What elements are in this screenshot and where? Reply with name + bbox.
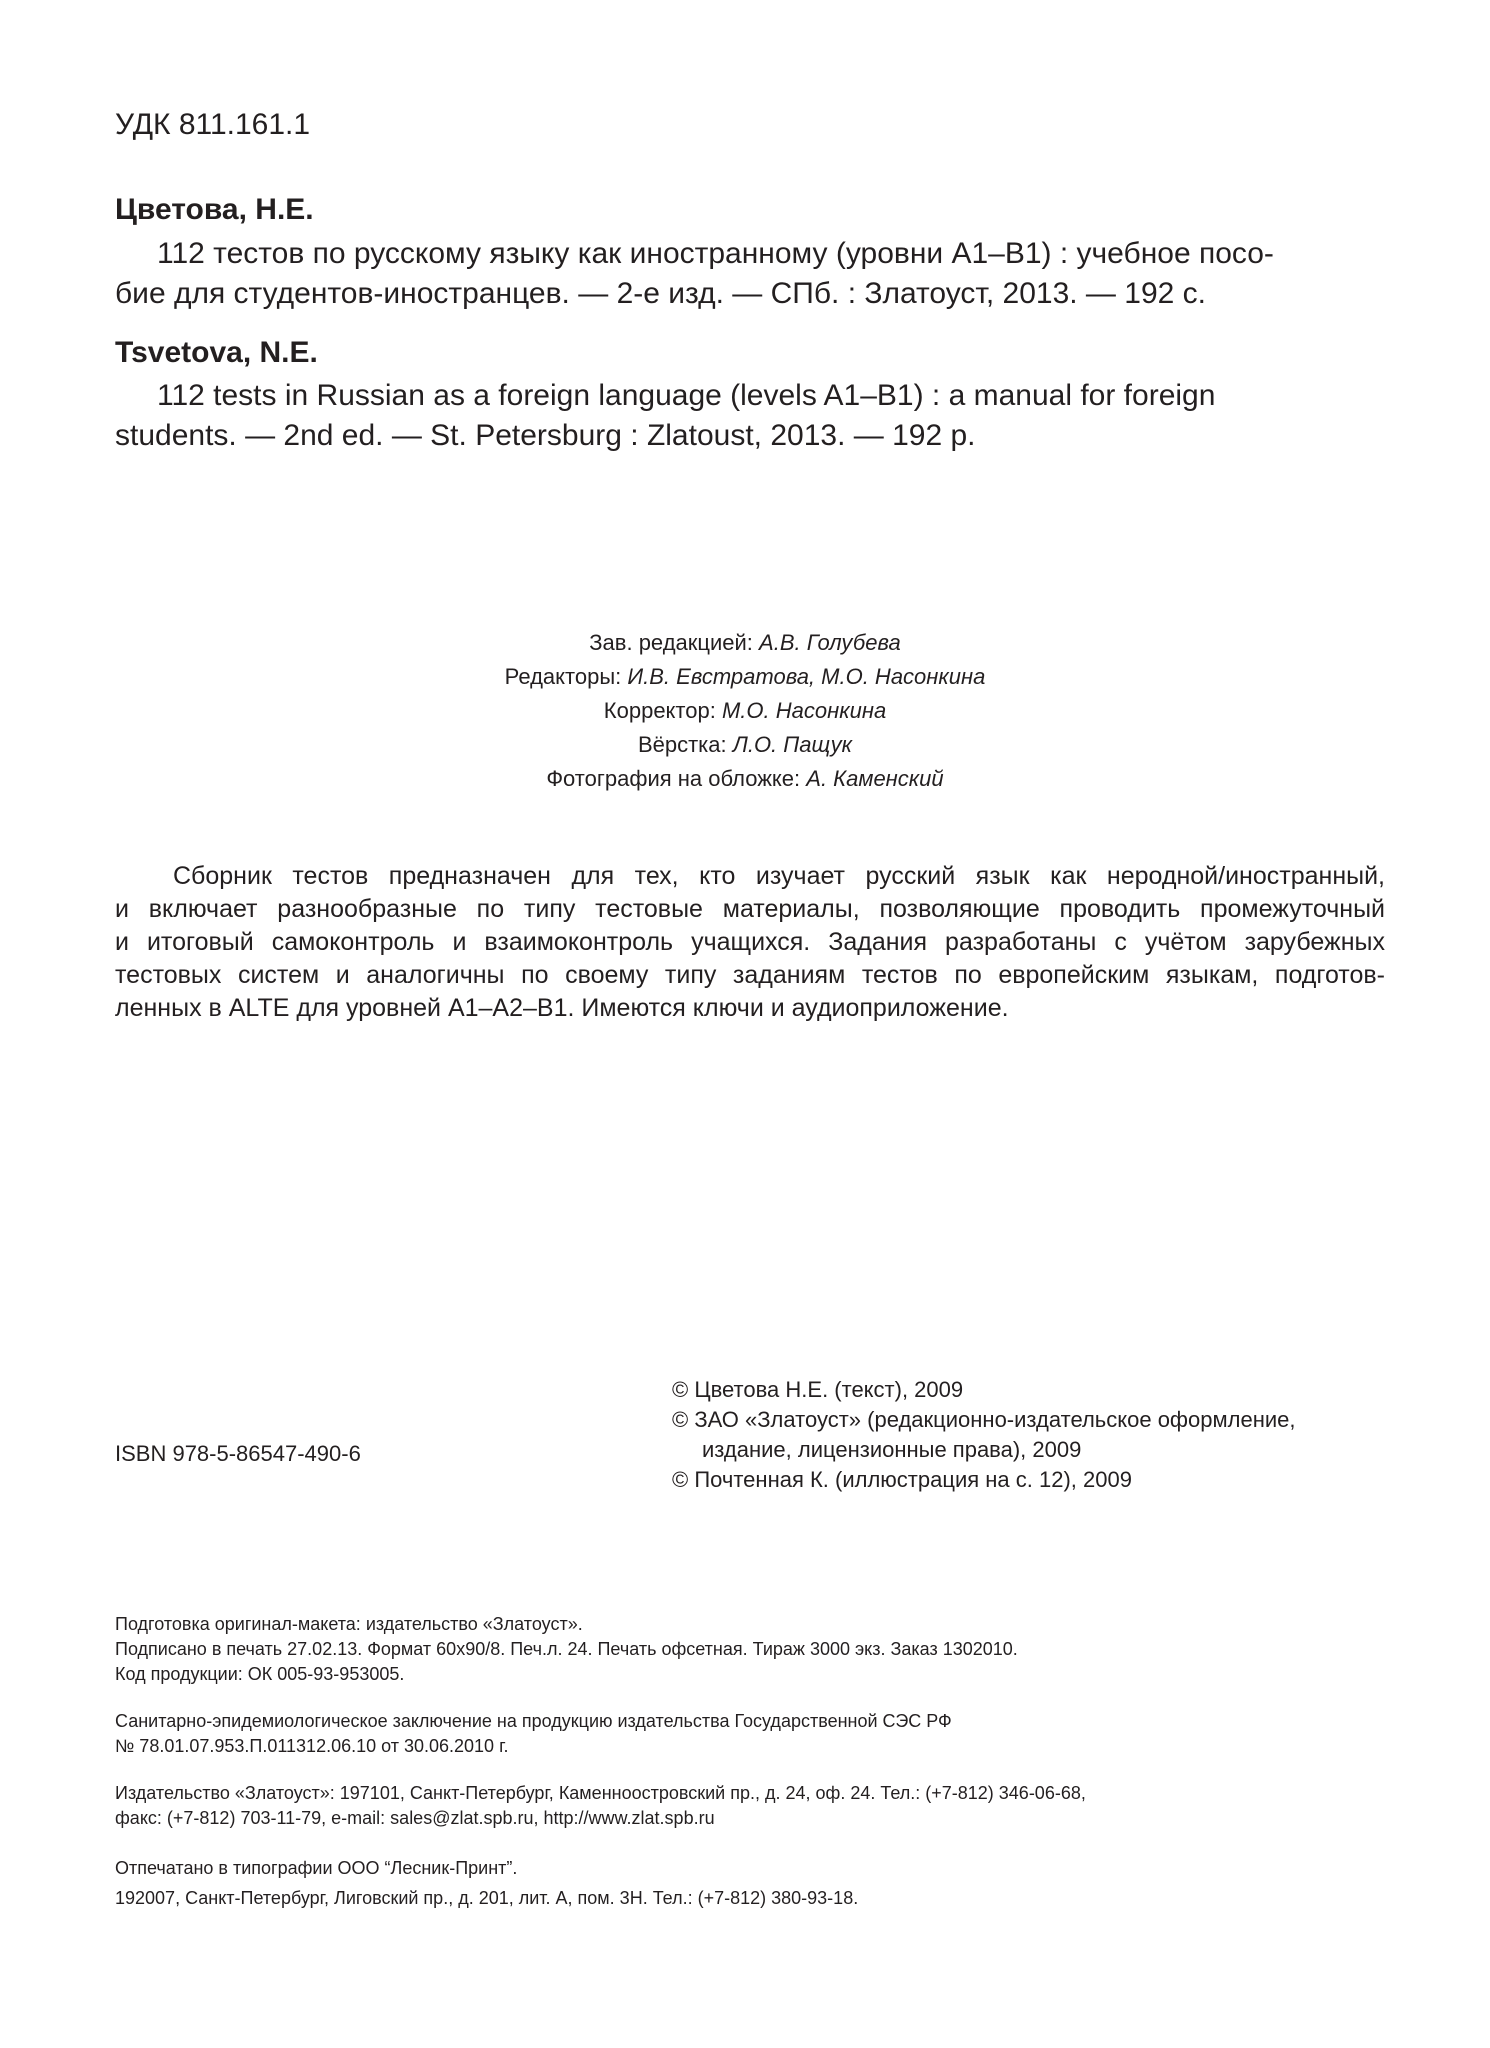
- copyright-line: издание, лицензионные права), 2009: [702, 1437, 1082, 1462]
- copyright-block: [672, 1375, 1296, 1495]
- imprint-preparation: [115, 1612, 1018, 1687]
- annotation-line: и итоговый самоконтроль и взаимоконтроль учащихся. Задания разработаны с учётом зарубежных: [115, 928, 1385, 956]
- credit-line: [0, 626, 1490, 660]
- credit-line: [0, 762, 1490, 796]
- author-en: Tsvetova, N.E.: [115, 336, 318, 369]
- credit-name: И.В. Евстратова, М.О. Насонкина: [627, 664, 986, 689]
- biblio-en: [115, 376, 1385, 456]
- credit-line: [0, 728, 1490, 762]
- imprint-line: Санитарно-эпидемиологическое заключение на продукцию издательства Государственной СЭС РФ: [115, 1711, 952, 1731]
- imprint-line: Подготовка оригинал-макета: издательство «Златоуст».: [115, 1614, 583, 1634]
- biblio-en-line1: 112 tests in Russian as a foreign language (levels A1–B1) : a manual for foreign: [157, 379, 1216, 412]
- copyright-line: © Цветова Н.Е. (текст), 2009: [672, 1377, 964, 1402]
- annotation-line: и включает разнообразные по типу тестовые материалы, позволяющие проводить промежуточный: [115, 895, 1385, 923]
- copyright-line: © ЗАО «Златоуст» (редакционно-издательское оформление,: [672, 1407, 1296, 1432]
- credit-role: Корректор:: [603, 698, 716, 723]
- credit-name: А. Каменский: [806, 766, 944, 791]
- biblio-ru-line1: 112 тестов по русскому языку как иностранному (уровни А1–В1) : учебное посо-: [157, 237, 1274, 270]
- credit-role: Вёрстка:: [637, 732, 727, 757]
- imprint-publisher: [115, 1781, 1086, 1831]
- udk-code: УДК 811.161.1: [115, 108, 311, 141]
- credit-line: [0, 660, 1490, 694]
- isbn: ISBN 978-5-86547-490-6: [115, 1441, 361, 1466]
- annotation-line: Сборник тестов предназначен для тех, кто изучает русский язык как неродной/иностранный,: [173, 862, 1385, 890]
- imprint-printer: [115, 1853, 858, 1913]
- credit-line: [0, 694, 1490, 728]
- author-ru: Цветова, Н.Е.: [115, 193, 314, 226]
- imprint-line: Отпечатано в типографии ООО “Лесник-Принт”.: [115, 1858, 518, 1878]
- imprint-line: Код продукции: ОК 005-93-953005.: [115, 1664, 405, 1684]
- annotation-line: ленных в ALTE для уровней А1–А2–В1. Имеются ключи и аудиоприложение.: [115, 994, 1009, 1022]
- editorial-credits: [0, 626, 1490, 796]
- credit-name: А.В. Голубева: [759, 630, 901, 655]
- copyright-line: © Почтенная К. (иллюстрация на с. 12), 2009: [672, 1467, 1132, 1492]
- imprint-line: № 78.01.07.953.П.011312.06.10 от 30.06.2010 г.: [115, 1736, 509, 1756]
- credit-name: М.О. Насонкина: [721, 698, 887, 723]
- credit-role: Фотография на обложке:: [546, 766, 801, 791]
- imprint-line: Подписано в печать 27.02.13. Формат 60х90/8. Печ.л. 24. Печать офсетная. Тираж 3000 экз. Заказ 1302010.: [115, 1639, 1018, 1659]
- imprint-line: факс: (+7-812) 703-11-79, e-mail: sales@zlat.spb.ru, http://www.zlat.spb.ru: [115, 1808, 715, 1828]
- imprint-line: Издательство «Златоуст»: 197101, Санкт-Петербург, Каменноостровский пр., д. 24, оф. 24. Тел.: (+7-812) 346-06-68,: [115, 1783, 1086, 1803]
- credit-name: Л.О. Пащук: [732, 732, 853, 757]
- imprint-line: 192007, Санкт-Петербург, Лиговский пр., д. 201, лит. А, пом. 3Н. Тел.: (+7-812) 380-93-18.: [115, 1888, 859, 1908]
- biblio-ru-line2: бие для студентов-иностранцев. — 2-е изд. — СПб. : Златоуст, 2013. — 192 с.: [115, 277, 1206, 310]
- credit-role: Редакторы:: [504, 664, 622, 689]
- annotation-line: тестовых систем и аналогичны по своему типу заданиям тестов по европейским языкам, подготов-: [115, 961, 1385, 989]
- biblio-en-line2: students. — 2nd ed. — St. Petersburg : Zlatoust, 2013. — 192 p.: [115, 419, 976, 452]
- annotation: [115, 860, 1385, 1025]
- biblio-ru: [115, 234, 1385, 314]
- imprint-sanitary: [115, 1709, 952, 1759]
- credit-role: Зав. редакцией:: [589, 630, 753, 655]
